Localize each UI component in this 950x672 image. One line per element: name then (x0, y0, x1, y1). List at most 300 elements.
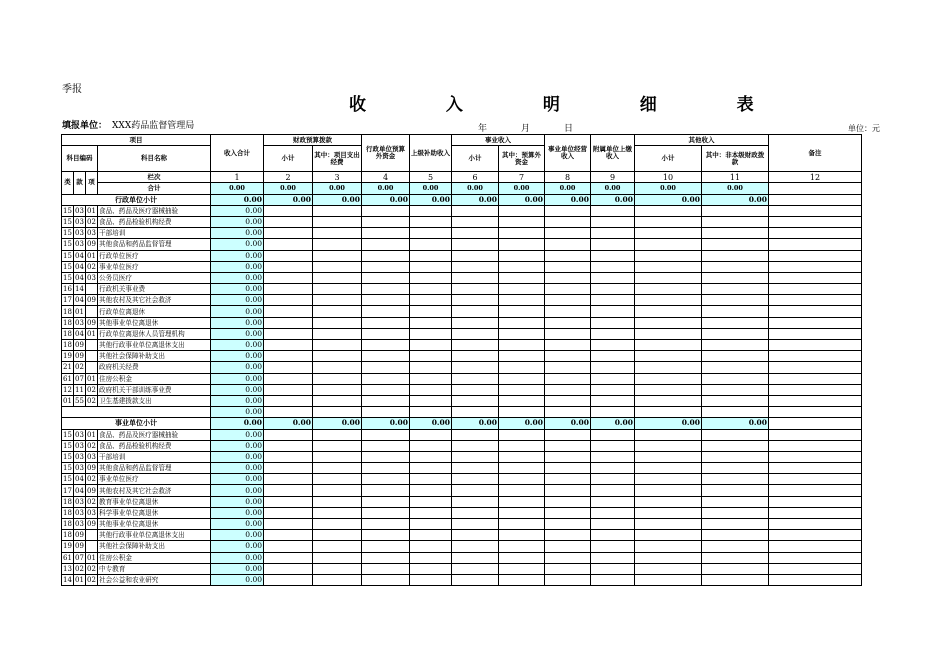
row-col-6 (452, 440, 499, 451)
table-row (62, 552, 862, 563)
row-name: 其他食品和药品监督管理 (98, 239, 211, 250)
row-col-7 (499, 552, 545, 563)
row-col-7 (499, 485, 545, 496)
row-col-6 (452, 205, 499, 216)
row-col-4 (362, 440, 410, 451)
header-lei: 类 (62, 172, 74, 194)
table-row (62, 340, 862, 351)
row-col-7 (499, 451, 545, 462)
row-remark (769, 340, 862, 351)
row-kuan: 03 (75, 508, 84, 517)
row-xiang: 01 (87, 553, 96, 562)
row-col-9 (591, 373, 635, 384)
table-row (62, 507, 862, 518)
row-col-11 (702, 563, 769, 574)
admin-subtotal-row-col-11: 0.00 (702, 194, 769, 205)
row-lei: 15 (63, 430, 72, 439)
row-name: 公务员医疗 (98, 272, 211, 283)
row-col-3 (313, 541, 362, 552)
row-col-1: 0.00 (211, 317, 264, 328)
row-lei: 18 (63, 508, 72, 517)
row-kuan: 04 (75, 475, 84, 484)
row-lei: 17 (63, 486, 72, 495)
row-col-11 (702, 429, 769, 440)
row-xiang: 03 (87, 508, 96, 517)
row-col-3 (313, 429, 362, 440)
row-name: 社会公益和农业研究 (98, 574, 211, 585)
col-num-11: 11 (702, 172, 769, 183)
row-col-10 (635, 541, 702, 552)
row-col-2 (264, 552, 313, 563)
row-col-4 (362, 205, 410, 216)
row-remark (769, 216, 862, 227)
row-col-6 (452, 295, 499, 306)
row-col-1: 0.00 (211, 362, 264, 373)
col-num-10: 10 (635, 172, 702, 183)
row-col-7 (499, 373, 545, 384)
row-col-9 (591, 552, 635, 563)
blank-row-col-11 (702, 407, 769, 418)
career-subtotal-row-col-1: 0.00 (211, 418, 264, 429)
row-col-6 (452, 451, 499, 462)
row-col-4 (362, 340, 410, 351)
row-col-11 (702, 373, 769, 384)
row-col-7 (499, 205, 545, 216)
row-xiang: 09 (87, 486, 96, 495)
row-col-11 (702, 284, 769, 295)
row-col-2 (264, 563, 313, 574)
row-col-9 (591, 563, 635, 574)
row-col-4 (362, 451, 410, 462)
row-col-6 (452, 507, 499, 518)
row-col-6 (452, 530, 499, 541)
row-remark (769, 250, 862, 261)
row-col-5 (410, 239, 452, 250)
row-col-11 (702, 384, 769, 395)
col-num-8: 8 (545, 172, 591, 183)
row-col-9 (591, 340, 635, 351)
row-col-9 (591, 228, 635, 239)
row-col-6 (452, 228, 499, 239)
admin-subtotal-row-col-4: 0.00 (362, 194, 410, 205)
row-col-9 (591, 239, 635, 250)
row-lei: 18 (63, 307, 72, 316)
row-col-7 (499, 507, 545, 518)
row-col-6 (452, 463, 499, 474)
row-col-10 (635, 328, 702, 339)
row-col-3 (313, 552, 362, 563)
row-lei: 15 (63, 273, 72, 282)
row-col-9 (591, 485, 635, 496)
row-name: 行政单位离退休人员管理机构 (98, 328, 211, 339)
row-col-5 (410, 496, 452, 507)
row-col-2 (264, 239, 313, 250)
row-xiang (86, 306, 98, 317)
row-name: 住房公积金 (98, 552, 211, 563)
total-row-col-6: 0.00 (452, 183, 499, 194)
career-subtotal-row-col-8: 0.00 (545, 418, 591, 429)
row-col-4 (362, 295, 410, 306)
row-xiang: 01 (87, 374, 96, 383)
row-xiang: 02 (87, 576, 96, 585)
total-row-col-7: 0.00 (499, 183, 545, 194)
row-remark (769, 205, 862, 216)
row-col-9 (591, 496, 635, 507)
table-row (62, 239, 862, 250)
blank-row-col-2 (264, 407, 313, 418)
row-col-1: 0.00 (211, 340, 264, 351)
row-kuan: 14 (75, 285, 84, 294)
row-xiang: 01 (87, 430, 96, 439)
col-num-2: 2 (264, 172, 313, 183)
row-col-9 (591, 507, 635, 518)
row-col-8 (545, 440, 591, 451)
row-kuan: 04 (75, 273, 84, 282)
row-name: 其他行政事业单位离退休支出 (98, 530, 211, 541)
row-col-11 (702, 239, 769, 250)
admin-subtotal-row-col-9: 0.00 (591, 194, 635, 205)
total-row-col-9: 0.00 (591, 183, 635, 194)
row-remark (769, 574, 862, 585)
row-col-1: 0.00 (211, 541, 264, 552)
row-col-6 (452, 429, 499, 440)
table-row (62, 373, 862, 384)
admin-subtotal-row (62, 194, 862, 205)
row-xiang (86, 362, 98, 373)
row-col-9 (591, 463, 635, 474)
row-col-2 (264, 328, 313, 339)
table-row (62, 474, 862, 485)
row-col-1: 0.00 (211, 216, 264, 227)
row-col-4 (362, 563, 410, 574)
row-col-7 (499, 328, 545, 339)
row-col-8 (545, 340, 591, 351)
row-col-10 (635, 429, 702, 440)
row-xiang: 02 (87, 385, 96, 394)
row-col-3 (313, 362, 362, 373)
row-remark (769, 362, 862, 373)
col-num-6: 6 (452, 172, 499, 183)
row-xiang: 01 (87, 251, 96, 260)
row-remark (769, 440, 862, 451)
row-col-2 (264, 272, 313, 283)
header-project: 项目 (62, 135, 211, 146)
row-col-9 (591, 317, 635, 328)
row-col-3 (313, 451, 362, 462)
report-title: 收 入 明 细 表 (349, 95, 791, 115)
row-col-7 (499, 474, 545, 485)
row-col-7 (499, 541, 545, 552)
row-name: 教育事业单位离退休 (98, 496, 211, 507)
header-other-sub: 其中：非本级财政拨款 (702, 146, 769, 172)
row-remark (769, 306, 862, 317)
row-name: 其他农村及其它社会救济 (98, 485, 211, 496)
row-col-9 (591, 216, 635, 227)
row-col-6 (452, 317, 499, 328)
row-col-8 (545, 362, 591, 373)
row-col-1: 0.00 (211, 440, 264, 451)
row-xiang: 09 (87, 520, 96, 529)
row-col-9 (591, 351, 635, 362)
col-num-12: 12 (769, 172, 862, 183)
row-remark (769, 541, 862, 552)
row-col-8 (545, 496, 591, 507)
row-col-3 (313, 272, 362, 283)
row-col-10 (635, 440, 702, 451)
row-col-6 (452, 261, 499, 272)
row-col-4 (362, 519, 410, 530)
admin-subtotal-row-col-1: 0.00 (211, 194, 264, 205)
row-lei: 13 (63, 564, 72, 573)
row-col-6 (452, 351, 499, 362)
row-col-6 (452, 340, 499, 351)
row-col-2 (264, 451, 313, 462)
table-row (62, 519, 862, 530)
row-col-10 (635, 351, 702, 362)
row-kuan: 03 (75, 206, 84, 215)
blank-row (62, 407, 862, 418)
row-col-11 (702, 552, 769, 563)
row-col-4 (362, 485, 410, 496)
row-col-5 (410, 373, 452, 384)
row-col-4 (362, 250, 410, 261)
row-col-8 (545, 552, 591, 563)
row-col-1: 0.00 (211, 306, 264, 317)
row-col-7 (499, 563, 545, 574)
row-col-11 (702, 519, 769, 530)
row-xiang (86, 351, 98, 362)
row-col-10 (635, 295, 702, 306)
row-col-4 (362, 507, 410, 518)
row-col-2 (264, 261, 313, 272)
career-subtotal-row (62, 418, 862, 429)
row-xiang: 02 (87, 475, 96, 484)
row-col-3 (313, 216, 362, 227)
admin-subtotal-row-col-7: 0.00 (499, 194, 545, 205)
row-col-8 (545, 373, 591, 384)
row-col-5 (410, 395, 452, 406)
row-col-8 (545, 228, 591, 239)
row-col-4 (362, 261, 410, 272)
row-col-1: 0.00 (211, 205, 264, 216)
row-col-2 (264, 496, 313, 507)
row-col-10 (635, 563, 702, 574)
row-name: 其他行政事业单位离退休支出 (98, 340, 211, 351)
row-col-11 (702, 474, 769, 485)
row-col-7 (499, 250, 545, 261)
row-col-3 (313, 496, 362, 507)
header-affiliate: 附属单位上缴收入 (591, 135, 635, 172)
admin-subtotal-row-col-6: 0.00 (452, 194, 499, 205)
row-lei: 61 (63, 374, 72, 383)
row-lei: 15 (63, 475, 72, 484)
row-col-3 (313, 261, 362, 272)
row-col-4 (362, 474, 410, 485)
row-col-11 (702, 541, 769, 552)
row-xiang: 09 (87, 464, 96, 473)
row-col-5 (410, 228, 452, 239)
blank-row-col-7 (499, 407, 545, 418)
row-col-5 (410, 507, 452, 518)
row-col-3 (313, 507, 362, 518)
row-col-5 (410, 563, 452, 574)
row-col-1: 0.00 (211, 228, 264, 239)
row-col-7 (499, 272, 545, 283)
row-xiang (86, 340, 98, 351)
row-col-4 (362, 395, 410, 406)
row-name: 其他食品和药品监督管理 (98, 463, 211, 474)
report-date (478, 121, 607, 134)
row-name: 干部培训 (98, 228, 211, 239)
row-col-1: 0.00 (211, 519, 264, 530)
row-col-4 (362, 530, 410, 541)
career-subtotal-row-col-4: 0.00 (362, 418, 410, 429)
row-col-5 (410, 272, 452, 283)
row-col-4 (362, 373, 410, 384)
row-col-11 (702, 205, 769, 216)
row-col-6 (452, 563, 499, 574)
career-subtotal-row-col-11: 0.00 (702, 418, 769, 429)
row-col-10 (635, 373, 702, 384)
row-col-10 (635, 205, 702, 216)
row-name: 事业单位医疗 (98, 261, 211, 272)
row-col-8 (545, 507, 591, 518)
row-xiang: 09 (87, 240, 96, 249)
row-col-7 (499, 261, 545, 272)
row-remark (769, 272, 862, 283)
row-lei: 15 (63, 206, 72, 215)
career-subtotal-row-label: 事业单位小计 (62, 418, 211, 429)
total-row-col-2: 0.00 (264, 183, 313, 194)
row-col-5 (410, 340, 452, 351)
row-col-2 (264, 384, 313, 395)
row-col-2 (264, 474, 313, 485)
admin-subtotal-row-col-5: 0.00 (410, 194, 452, 205)
row-lei: 18 (63, 318, 72, 327)
table-row (62, 216, 862, 227)
row-xiang: 02 (87, 441, 96, 450)
row-col-4 (362, 429, 410, 440)
row-kuan: 03 (75, 229, 84, 238)
row-name: 事业单位医疗 (98, 474, 211, 485)
header-career-sub: 其中：预算外资金 (499, 146, 545, 172)
row-lei: 21 (63, 363, 72, 372)
row-lei: 18 (63, 520, 72, 529)
row-col-10 (635, 485, 702, 496)
blank-row-col-1: 0.00 (211, 407, 264, 418)
row-col-5 (410, 328, 452, 339)
admin-subtotal-row-label: 行政单位小计 (62, 194, 211, 205)
admin-subtotal-row-col-2: 0.00 (264, 194, 313, 205)
row-col-6 (452, 284, 499, 295)
row-col-11 (702, 216, 769, 227)
row-xiang (86, 541, 98, 552)
row-col-9 (591, 306, 635, 317)
row-col-1: 0.00 (211, 552, 264, 563)
row-kuan: 07 (75, 553, 84, 562)
row-remark (769, 507, 862, 518)
header-admin-extra: 行政单位预算外资金 (362, 135, 410, 172)
row-col-5 (410, 306, 452, 317)
row-col-3 (313, 373, 362, 384)
row-col-10 (635, 574, 702, 585)
table-row (62, 272, 862, 283)
table-row (62, 317, 862, 328)
row-col-4 (362, 216, 410, 227)
row-col-2 (264, 507, 313, 518)
header-total-income: 收入合计 (211, 135, 264, 172)
row-kuan: 55 (75, 397, 84, 406)
header-code: 科目编码 (62, 146, 98, 172)
header-superior-subsidy: 上级补助收入 (410, 135, 452, 172)
row-col-8 (545, 519, 591, 530)
row-col-2 (264, 216, 313, 227)
blank-row-col-10 (635, 407, 702, 418)
row-col-1: 0.00 (211, 463, 264, 474)
row-lei: 14 (63, 576, 72, 585)
row-col-6 (452, 216, 499, 227)
row-lei: 61 (63, 553, 72, 562)
total-row-col-4: 0.00 (362, 183, 410, 194)
row-remark (769, 429, 862, 440)
blank-row-col-6 (452, 407, 499, 418)
row-remark (769, 474, 862, 485)
row-kuan: 09 (75, 542, 84, 551)
total-row-col-11: 0.00 (702, 183, 769, 194)
row-col-10 (635, 519, 702, 530)
row-remark (769, 351, 862, 362)
header-fiscal-subtotal: 小计 (264, 146, 313, 172)
row-col-6 (452, 552, 499, 563)
row-kuan: 01 (75, 307, 84, 316)
row-remark (769, 373, 862, 384)
row-kuan: 03 (75, 218, 84, 227)
row-col-9 (591, 541, 635, 552)
row-name: 其他事业单位离退休 (98, 317, 211, 328)
table-row (62, 328, 862, 339)
header-lanci: 栏次 (98, 172, 211, 183)
row-col-7 (499, 295, 545, 306)
row-col-6 (452, 362, 499, 373)
row-remark (769, 451, 862, 462)
row-name: 政府机关干部训练事业费 (98, 384, 211, 395)
row-col-10 (635, 228, 702, 239)
row-col-7 (499, 384, 545, 395)
row-name: 其他农村及其它社会救济 (98, 295, 211, 306)
row-col-4 (362, 463, 410, 474)
row-col-1: 0.00 (211, 272, 264, 283)
row-col-4 (362, 228, 410, 239)
row-col-3 (313, 239, 362, 250)
row-col-11 (702, 317, 769, 328)
row-kuan: 09 (75, 531, 84, 540)
row-col-3 (313, 228, 362, 239)
filing-unit-value: XXX药品监督管理局 (112, 121, 195, 131)
row-col-4 (362, 496, 410, 507)
row-col-11 (702, 340, 769, 351)
row-col-4 (362, 284, 410, 295)
row-col-5 (410, 463, 452, 474)
table-row (62, 362, 862, 373)
row-col-2 (264, 317, 313, 328)
row-col-4 (362, 306, 410, 317)
row-col-7 (499, 306, 545, 317)
row-col-10 (635, 463, 702, 474)
row-name: 食品、药品及医疗器械抽验 (98, 429, 211, 440)
row-lei: 15 (63, 251, 72, 260)
header-career: 事业收入 (452, 135, 545, 146)
row-col-5 (410, 451, 452, 462)
